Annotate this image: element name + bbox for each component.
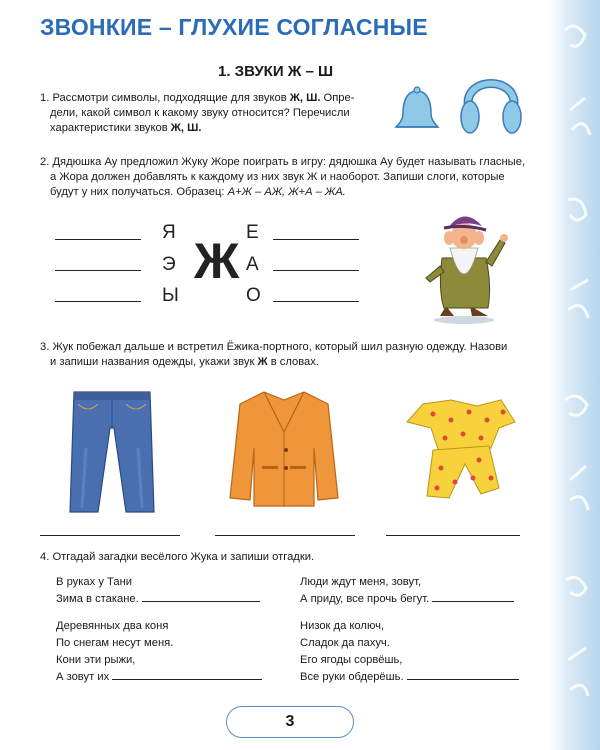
answer-line[interactable] <box>386 535 520 536</box>
task-1: 1. Рассмотри символы, подходящие для звуков Ж, Ш. Опре- дели, какой символ к какому звуку относится? Перечисли характеристики звуков Ж, Ш. <box>40 92 355 134</box>
answer-line[interactable] <box>273 239 359 240</box>
section-subtitle: 1. ЗВУКИ Ж – Ш <box>218 63 334 80</box>
jeans-illustration <box>68 388 156 518</box>
answer-line[interactable] <box>55 239 141 240</box>
answer-line[interactable] <box>40 535 180 536</box>
answer-line[interactable] <box>142 592 260 602</box>
center-letter: Ж <box>194 233 240 289</box>
answer-line[interactable] <box>55 301 141 302</box>
answer-line[interactable] <box>215 535 355 536</box>
riddle-2: Люди ждут меня, зовут, А приду, все прочь бегут. <box>300 574 514 608</box>
answer-line[interactable] <box>55 270 141 271</box>
answer-line[interactable] <box>407 670 519 680</box>
page-number: 3 <box>226 706 354 738</box>
vowel-letter: Ы <box>162 285 179 306</box>
answer-line[interactable] <box>112 670 262 680</box>
vowel-letter: Э <box>162 254 176 275</box>
vowel-letter: А <box>246 254 259 275</box>
earmuffs-symbol-icon[interactable] <box>458 65 524 140</box>
uncle-au-illustration <box>420 200 510 325</box>
task-3-number: 3. <box>40 341 50 353</box>
riddle-4: Низок да колюч, Сладок да пахуч. Его ягоды сорвёшь, Все руки обдерёшь. <box>300 618 519 686</box>
page-title: ЗВОНКИЕ – ГЛУХИЕ СОГЛАСНЫЕ <box>40 14 428 40</box>
bell-symbol-icon[interactable] <box>392 85 442 137</box>
vowel-letter: Е <box>246 222 259 243</box>
task-4-number: 4. <box>40 551 50 563</box>
answer-line[interactable] <box>432 592 514 602</box>
riddle-1: В руках у Тани Зима в стакане. <box>56 574 260 608</box>
task-2: 2. Дядюшка Ау предложил Жуку Жоре поиграть в игру: дядюшка Ау будет называть гласные, а Жора должен добавлять к каждому из них звук Ж и наоборот. Запиши слоги, которые будут у них получаться. Образец: А+Ж – АЖ, Ж+А – ЖА. <box>40 156 526 198</box>
pajamas-illustration <box>403 398 518 503</box>
vowel-letter: Я <box>162 222 176 243</box>
answer-line[interactable] <box>273 270 359 271</box>
task-2-number: 2. <box>40 156 50 168</box>
vowel-letter: О <box>246 285 261 306</box>
task-1-number: 1. <box>40 92 50 104</box>
answer-line[interactable] <box>273 301 359 302</box>
jacket-illustration <box>228 388 340 510</box>
task-4: 4. Отгадай загадки весёлого Жука и запиши отгадки. <box>40 551 315 563</box>
riddle-3: Деревянных два коня По снегам несут меня. Кони эти рыжи, А зовут их <box>56 618 262 686</box>
task-3: 3. Жук побежал дальше и встретил Ёжика-портного, который шил разную одежду. Назови и запиши названия одежды, укажи звук Ж в словах. <box>40 341 508 368</box>
